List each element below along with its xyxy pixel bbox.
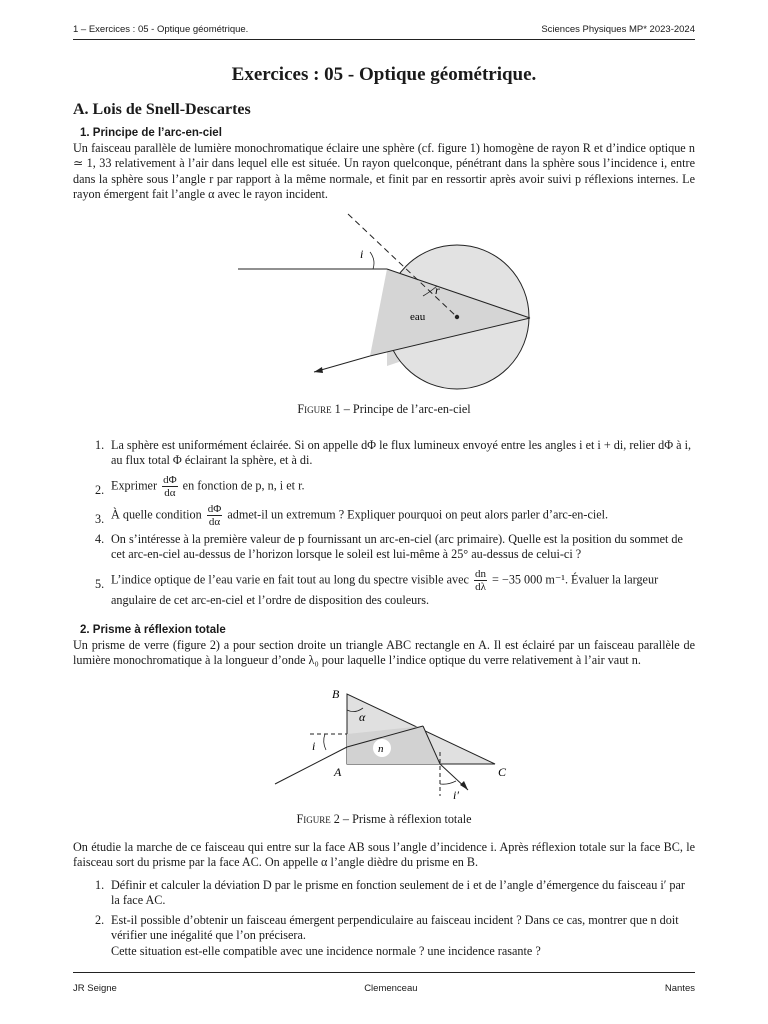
question-text-pre: L’indice optique de l’eau varie en fait tout au long du spectre visible avec bbox=[111, 571, 469, 586]
question-text-extra: Cette situation est-elle compatible avec une incidence normale ? une incidence rasante ? bbox=[111, 943, 541, 958]
question-text: Définir et calculer la déviation D par le prisme en fonction seulement de i et de l’angle d’émergence du faisceau i′ par la face AC. bbox=[111, 878, 685, 908]
fig2-label-i: i bbox=[312, 739, 316, 753]
question-text: La sphère est uniformément éclairée. Si on appelle dΦ le flux lumineux envoyé entre les angles i et i + di, relier dΦ à i, au flux total Φ éclairant la sphère, et à di. bbox=[111, 438, 692, 468]
fraction-numerator: dΦ bbox=[207, 502, 222, 515]
fraction-dphi-dalpha bbox=[162, 474, 178, 499]
fig2-label-C: C bbox=[498, 765, 507, 779]
figure-2-caption-text: – Prisme à réflexion totale bbox=[339, 812, 472, 826]
footer-right: Nantes bbox=[664, 983, 695, 994]
question-1-2 bbox=[73, 474, 695, 499]
figure-1-caption-prefix: Figure 1 bbox=[297, 402, 341, 416]
figure-1-rainbow-diagram bbox=[230, 208, 550, 393]
fig2-label-A: A bbox=[334, 765, 342, 779]
section-a-heading: A. Lois de Snell-Descartes bbox=[73, 101, 251, 118]
question-text-post: en fonction de p, n, i et r. bbox=[182, 478, 305, 493]
fraction-dphi-dalpha bbox=[207, 503, 223, 528]
question-text-pre: À quelle condition bbox=[111, 507, 202, 522]
figure-2-caption-prefix: Figure 2 bbox=[296, 812, 340, 826]
question-number: 4. bbox=[95, 531, 105, 546]
questions-list-1 bbox=[73, 438, 695, 608]
subsection-2-intro: Un prisme de verre (figure 2) a pour section droite un triangle ABC rectangle en A. Il est éclairé par un faisceau parallèle de lumière monochromatique à la longueur d’onde λ₀ pour laquelle l’indice optique du verre relativement à l’air vaut n. bbox=[73, 638, 695, 668]
fig1-label-i: i bbox=[360, 247, 364, 261]
footer-center: Clemenceau bbox=[364, 983, 418, 994]
fraction-numerator: dΦ bbox=[163, 473, 177, 486]
subsection-1-heading: 1. Principe de l’arc-en-ciel bbox=[80, 127, 222, 139]
question-1-4 bbox=[73, 532, 695, 563]
question-text-post: admet-il un extremum ? Expliquer pourquoi on peut alors parler d’arc-en-ciel. bbox=[227, 507, 609, 522]
fig1-label-eau: eau bbox=[410, 311, 426, 323]
page-footer bbox=[73, 983, 695, 994]
fig1-label-r: r bbox=[435, 283, 440, 297]
header-left: 1 – Exercices : 05 - Optique géométrique. bbox=[73, 24, 249, 35]
figure-1-caption-text: – Principe de l’arc-en-ciel bbox=[340, 402, 471, 416]
fig2-label-B: B bbox=[332, 687, 340, 701]
question-1-1 bbox=[73, 438, 695, 469]
page-header bbox=[73, 24, 695, 35]
question-number: 2. bbox=[95, 912, 105, 927]
question-1-3 bbox=[73, 503, 695, 528]
question-number: 3. bbox=[95, 511, 105, 526]
subsection-1-intro: Un faisceau parallèle de lumière monochromatique éclaire une sphère (cf. figure 1) homogène de rayon R et d’indice optique n ≃ 1, 33 relativement à l’air dans lequel elle est située. Un rayon quelconque, pénétrant dans la sphère sous l’incidence i, entre dans la sphère sous l’angle r par rapport à la même normale, et finit par en ressortir après avoir suivi p réflexions internes. Le rayon émergent fait l’angle α avec le rayon incident. bbox=[73, 141, 695, 202]
figure-2-prism-diagram bbox=[270, 684, 520, 804]
header-right: Sciences Physiques MP* 2023-2024 bbox=[541, 24, 695, 35]
figure-2-caption bbox=[0, 812, 768, 827]
header-rule bbox=[73, 39, 695, 40]
questions-list-2 bbox=[73, 878, 695, 959]
question-2-1 bbox=[73, 878, 695, 909]
footer-rule bbox=[73, 972, 695, 973]
question-text: Est-il possible d’obtenir un faisceau émergent perpendiculaire au faisceau incident ? Dans ce cas, montrer que n doit vérifier une inégalité que l’on précisera. bbox=[111, 912, 679, 943]
subsection-2-text: On étudie la marche de ce faisceau qui entre sur la face AB sous l’angle d’incidence i. Après réflexion totale sur la face BC, le faisceau sort du prisme par la face AC. On appelle α l’angle dièdre du prisme en B. bbox=[73, 840, 695, 870]
fig2-label-alpha: α bbox=[359, 710, 366, 724]
question-1-5 bbox=[73, 568, 695, 608]
question-text: On s’intéresse à la première valeur de p fournissant un arc-en-ciel (arc primaire). Quelle est la position du sommet de cet arc-en-ciel au-dessus de l’horizon lorsque le soleil est lui-même à 25° au-dessus de celui-ci ? bbox=[111, 531, 683, 562]
footer-left: JR Seigne bbox=[73, 983, 117, 994]
fig2-label-n: n bbox=[378, 743, 384, 755]
fraction-denominator: dα bbox=[208, 515, 221, 528]
question-number: 1. bbox=[95, 878, 105, 892]
question-2-2 bbox=[73, 913, 695, 959]
question-number: 5. bbox=[95, 576, 105, 591]
question-text-post: = −35 000 m⁻¹. Évaluer la largeur angulaire de cet arc-en-ciel et l’ordre de disposition des couleurs. bbox=[111, 571, 659, 607]
fraction-dn-dlambda bbox=[474, 568, 487, 593]
fig2-label-i-prime: i′ bbox=[453, 788, 459, 802]
figure-1-caption bbox=[0, 402, 768, 417]
fraction-denominator: dα bbox=[164, 486, 176, 499]
question-number: 1. bbox=[95, 438, 105, 452]
question-number: 2. bbox=[95, 482, 105, 497]
subsection-2-heading: 2. Prisme à réflexion totale bbox=[80, 624, 226, 636]
fraction-numerator: dn bbox=[474, 567, 486, 580]
question-text-pre: Exprimer bbox=[111, 478, 158, 493]
page-title: Exercices : 05 - Optique géométrique. bbox=[231, 64, 537, 85]
fraction-denominator: dλ bbox=[475, 580, 486, 593]
